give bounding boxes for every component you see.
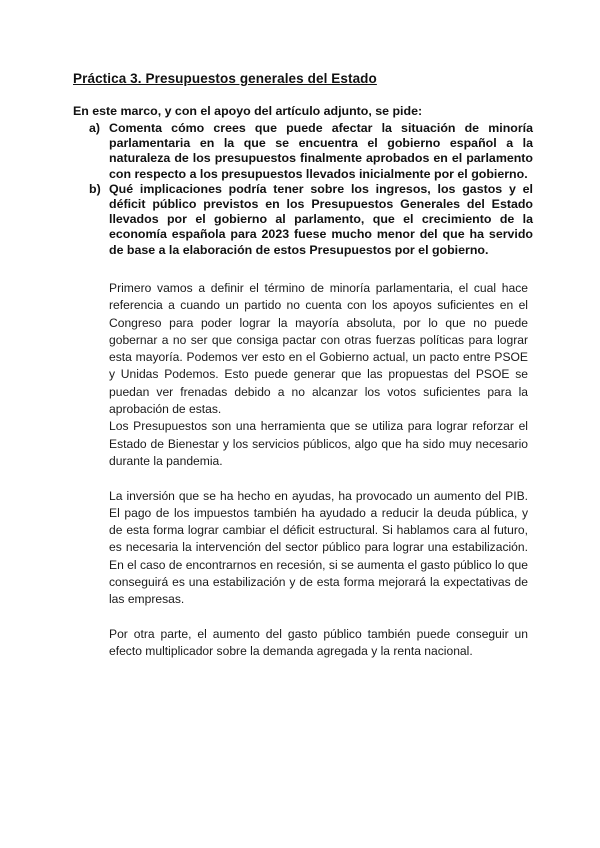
question-text: Qué implicaciones podría tener sobre los ingresos, los gastos y el déficit público previstos en los Presupuestos Generales del Estado llevados por el gobierno al parlamento, que el crecimiento de la economía española para 2023 fuese mucho menor del que ha servido de base a la elaboración de estos Presupuestos por el gobierno. (109, 181, 533, 257)
answer-body (109, 280, 528, 661)
question-text: Comenta cómo crees que puede afectar la situación de minoría parlamentaria en la que se encuentra el gobierno español a la naturaleza de los presupuestos finalmente aprobados en el parlamento con respecto a los presupuestos llevados inicialmente por el gobierno. (109, 121, 533, 181)
question-item (73, 121, 533, 182)
question-marker: a) (89, 121, 101, 135)
question-item (73, 182, 533, 258)
answer-paragraph: Los Presupuestos son una herramienta que se utiliza para lograr reforzar el Estado de Bienestar y los servicios públicos, algo que ha sido muy necesario durante la pandemia. (109, 419, 528, 468)
page-title: Práctica 3. Presupuestos generales del Estado (73, 71, 377, 86)
answer-paragraph: Por otra parte, el aumento del gasto público también puede conseguir un efecto multiplicador sobre la demanda agregada y la renta nacional. (109, 626, 528, 659)
question-marker: b) (89, 181, 101, 196)
intro-text: En este marco, y con el apoyo del artículo adjunto, se pide: (73, 104, 423, 118)
answer-paragraph: La inversión que se ha hecho en ayudas, ha provocado un aumento del PIB. El pago de los impuestos también ha ayudado a reducir la deuda pública, y de esta forma lograr cambiar el déficit estructural. Si hablamos cara al futuro, es necesaria la intervención del sector público para lograr una estabilización. En el caso de encontrarnos en recesión, si se aumenta el gasto público lo que conseguirá es una estabilización y de esta forma mejorará la expectativas de las empresas. (109, 488, 528, 607)
question-list (73, 121, 533, 258)
answer-paragraph: Primero vamos a definir el término de minoría parlamentaria, el cual hace referencia a cuando un partido no cuenta con los apoyos suficientes en el Congreso para poder lograr la mayoría absoluta, por lo que no puede gobernar a no ser que consiga pactar con otras fuerzas políticas para lograr esta mayoría. Podemos ver esto en el Gobierno actual, un pacto entre PSOE y Unidas Podemos. Esto puede generar que las propuestas del PSOE se puedan ver frenadas debido a no alcanzar los votos suficientes para la aprobación de estas. (109, 281, 528, 417)
